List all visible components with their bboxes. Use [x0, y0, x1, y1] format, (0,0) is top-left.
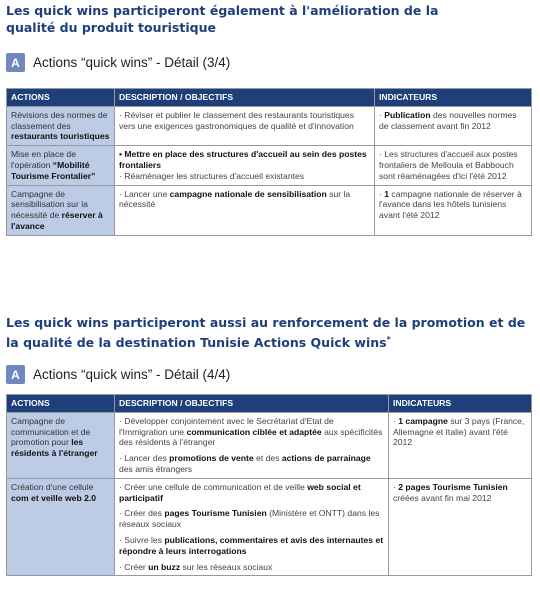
table-row: [7, 185, 532, 235]
table-header-row: [7, 89, 532, 107]
indicators-run: des nouvelles normes de classement avant fin 2012: [379, 109, 517, 131]
description-run: pages Tourisme Tunisien: [164, 508, 267, 519]
indicators-cell: [375, 106, 532, 145]
action-cell: [7, 146, 115, 185]
indicators-cell: [375, 185, 532, 235]
indicators-run: ·: [379, 188, 385, 199]
section-2-title-line-2-text: la qualité de la destination Tunisie Actions Quick wins: [6, 335, 387, 351]
section-2-title: [6, 314, 534, 351]
indicators-run: 1: [384, 188, 390, 199]
description-paragraph: [119, 189, 370, 211]
action-cell: [7, 478, 115, 576]
action-run: Campagne de communication et de promotion pour: [11, 415, 91, 448]
description-run: aux spécificités des résidents à l'étranger: [119, 426, 383, 448]
table-header-row: [7, 395, 532, 413]
description-paragraph: [119, 562, 384, 573]
description-run: · Suivre les: [119, 534, 165, 545]
section-2-title-line-2: [6, 331, 534, 351]
description-paragraph: [119, 416, 384, 448]
indicators-run: ·: [393, 481, 399, 492]
header-description: DESCRIPTION / OBJECTIFS: [115, 395, 389, 413]
description-run: promotions de vente: [169, 453, 254, 464]
action-run: Révisions des normes de classement des: [11, 109, 108, 131]
indicators-run: campagne nationale de réserver à l'avance dans les hôtels tunisiens avant l'été 2012: [379, 188, 522, 221]
section-2-subtitle: Actions “quick wins” - Détail (4/4): [33, 367, 231, 382]
action-run: com et veille web 2.0: [11, 492, 97, 503]
description-run: · Développer conjointement avec le Secrétariat d'Etat de l'Immigration une: [119, 415, 334, 437]
table-row: [7, 146, 532, 185]
description-paragraph: [119, 508, 384, 530]
action-cell: [7, 106, 115, 145]
description-run: • Mettre en place des structures d'accueil au sein des postes frontaliers: [119, 149, 367, 170]
section-2-title-line-1: Les quick wins participeront aussi au renforcement de la promotion et de: [6, 315, 526, 330]
action-run: Création d'une cellule: [11, 481, 94, 492]
section-1-subheader: [6, 53, 230, 72]
action-run: Mise en place de l'opération: [11, 149, 76, 170]
description-run: publications, commentaires et avis des internautes et répondre à leurs interrogations: [119, 534, 384, 556]
action-run: les résidents à l'étranger: [11, 437, 98, 459]
description-paragraph: [119, 535, 384, 557]
header-actions: ACTIONS: [7, 89, 115, 107]
header-indicators: INDICATEURS: [375, 89, 532, 107]
indicators-run: ·: [393, 415, 399, 426]
action-run: réserver à l'avance: [11, 210, 103, 231]
section-1-title: [6, 2, 534, 36]
indicators-run: Publication: [384, 109, 431, 120]
section-1-title-line-2: qualité du produit touristique: [6, 20, 216, 35]
section-1-subtitle: Actions “quick wins” - Détail (3/4): [33, 55, 231, 70]
section-2-subheader: [6, 365, 230, 384]
indicators-cell: [389, 478, 532, 576]
description-run: · Créer: [119, 561, 149, 572]
action-run: “Mobilité Tourisme Frontalier”: [11, 159, 96, 181]
description-run: · Lancer des: [119, 453, 170, 464]
description-run: · Réaménager les structures d'accueil existantes: [119, 170, 305, 181]
header-indicators: INDICATEURS: [389, 395, 532, 413]
indicators-run: créées avant fin mai 2012: [393, 492, 492, 503]
section-1-table: [6, 88, 532, 236]
description-paragraph: [119, 149, 370, 181]
indicators-paragraph: [393, 416, 527, 448]
description-cell: [115, 478, 389, 576]
table-row: [7, 106, 532, 145]
indicators-run: · Les structures d'accueil aux postes frontaliers de Melloula et Babbouch sont réaménagées d'ici l'été 2012: [379, 149, 518, 181]
indicators-paragraph: [379, 189, 527, 221]
description-cell: [115, 146, 375, 185]
description-run: des amis étrangers: [119, 463, 193, 474]
indicators-cell: [389, 412, 532, 478]
header-actions: ACTIONS: [7, 395, 115, 413]
description-run: campagne nationale de sensibilisation: [169, 188, 327, 199]
indicators-run: ·: [379, 109, 385, 120]
action-cell: [7, 185, 115, 235]
description-cell: [115, 185, 375, 235]
description-run: · Réviser et publier le classement des restaurants touristiques vers une exigences gastronomiques de qualité et d'innovation: [119, 109, 355, 131]
action-run: restaurants touristiques: [11, 131, 110, 142]
description-run: et des: [253, 453, 282, 464]
header-description: DESCRIPTION / OBJECTIFS: [115, 89, 375, 107]
table-row: [7, 478, 532, 576]
description-run: actions de parrainage: [281, 453, 371, 464]
description-paragraph: [119, 482, 384, 504]
table-row: [7, 412, 532, 478]
section-1-title-line-1: Les quick wins participeront également à l'amélioration de la: [6, 3, 439, 18]
indicators-run: 1 campagne: [398, 415, 448, 426]
indicators-paragraph: [379, 110, 527, 132]
action-run: Campagne de sensibilisation sur la nécessité de: [11, 188, 88, 221]
section-2-title-asterisk: *: [386, 335, 391, 344]
description-cell: [115, 412, 389, 478]
section-2-badge: A: [6, 365, 25, 384]
action-cell: [7, 412, 115, 478]
description-run: web social et participatif: [119, 481, 361, 503]
description-run: communication ciblée et adaptée: [186, 426, 322, 437]
indicators-paragraph: [393, 482, 527, 504]
description-paragraph: [119, 110, 370, 132]
description-run: · Créer des: [119, 508, 165, 519]
indicators-run: 2 pages Tourisme Tunisien: [398, 481, 508, 492]
description-run: sur les réseaux sociaux: [180, 561, 273, 572]
description-run: · Créer une cellule de communication et de veille: [119, 481, 308, 492]
indicators-paragraph: [379, 149, 527, 181]
description-paragraph: [119, 453, 384, 475]
section-2-table: [6, 394, 532, 576]
section-1-badge: A: [6, 53, 25, 72]
description-cell: [115, 106, 375, 145]
description-run: sur la nécessité: [119, 188, 351, 210]
description-run: · Lancer une: [119, 188, 170, 199]
indicators-cell: [375, 146, 532, 185]
description-run: un buzz: [148, 561, 181, 572]
description-run: (Ministère et ONTT) dans les réseaux sociaux: [119, 508, 380, 530]
indicators-run: sur 3 pays (France, Allemagne et Italie) avant l'été 2012: [393, 415, 525, 448]
